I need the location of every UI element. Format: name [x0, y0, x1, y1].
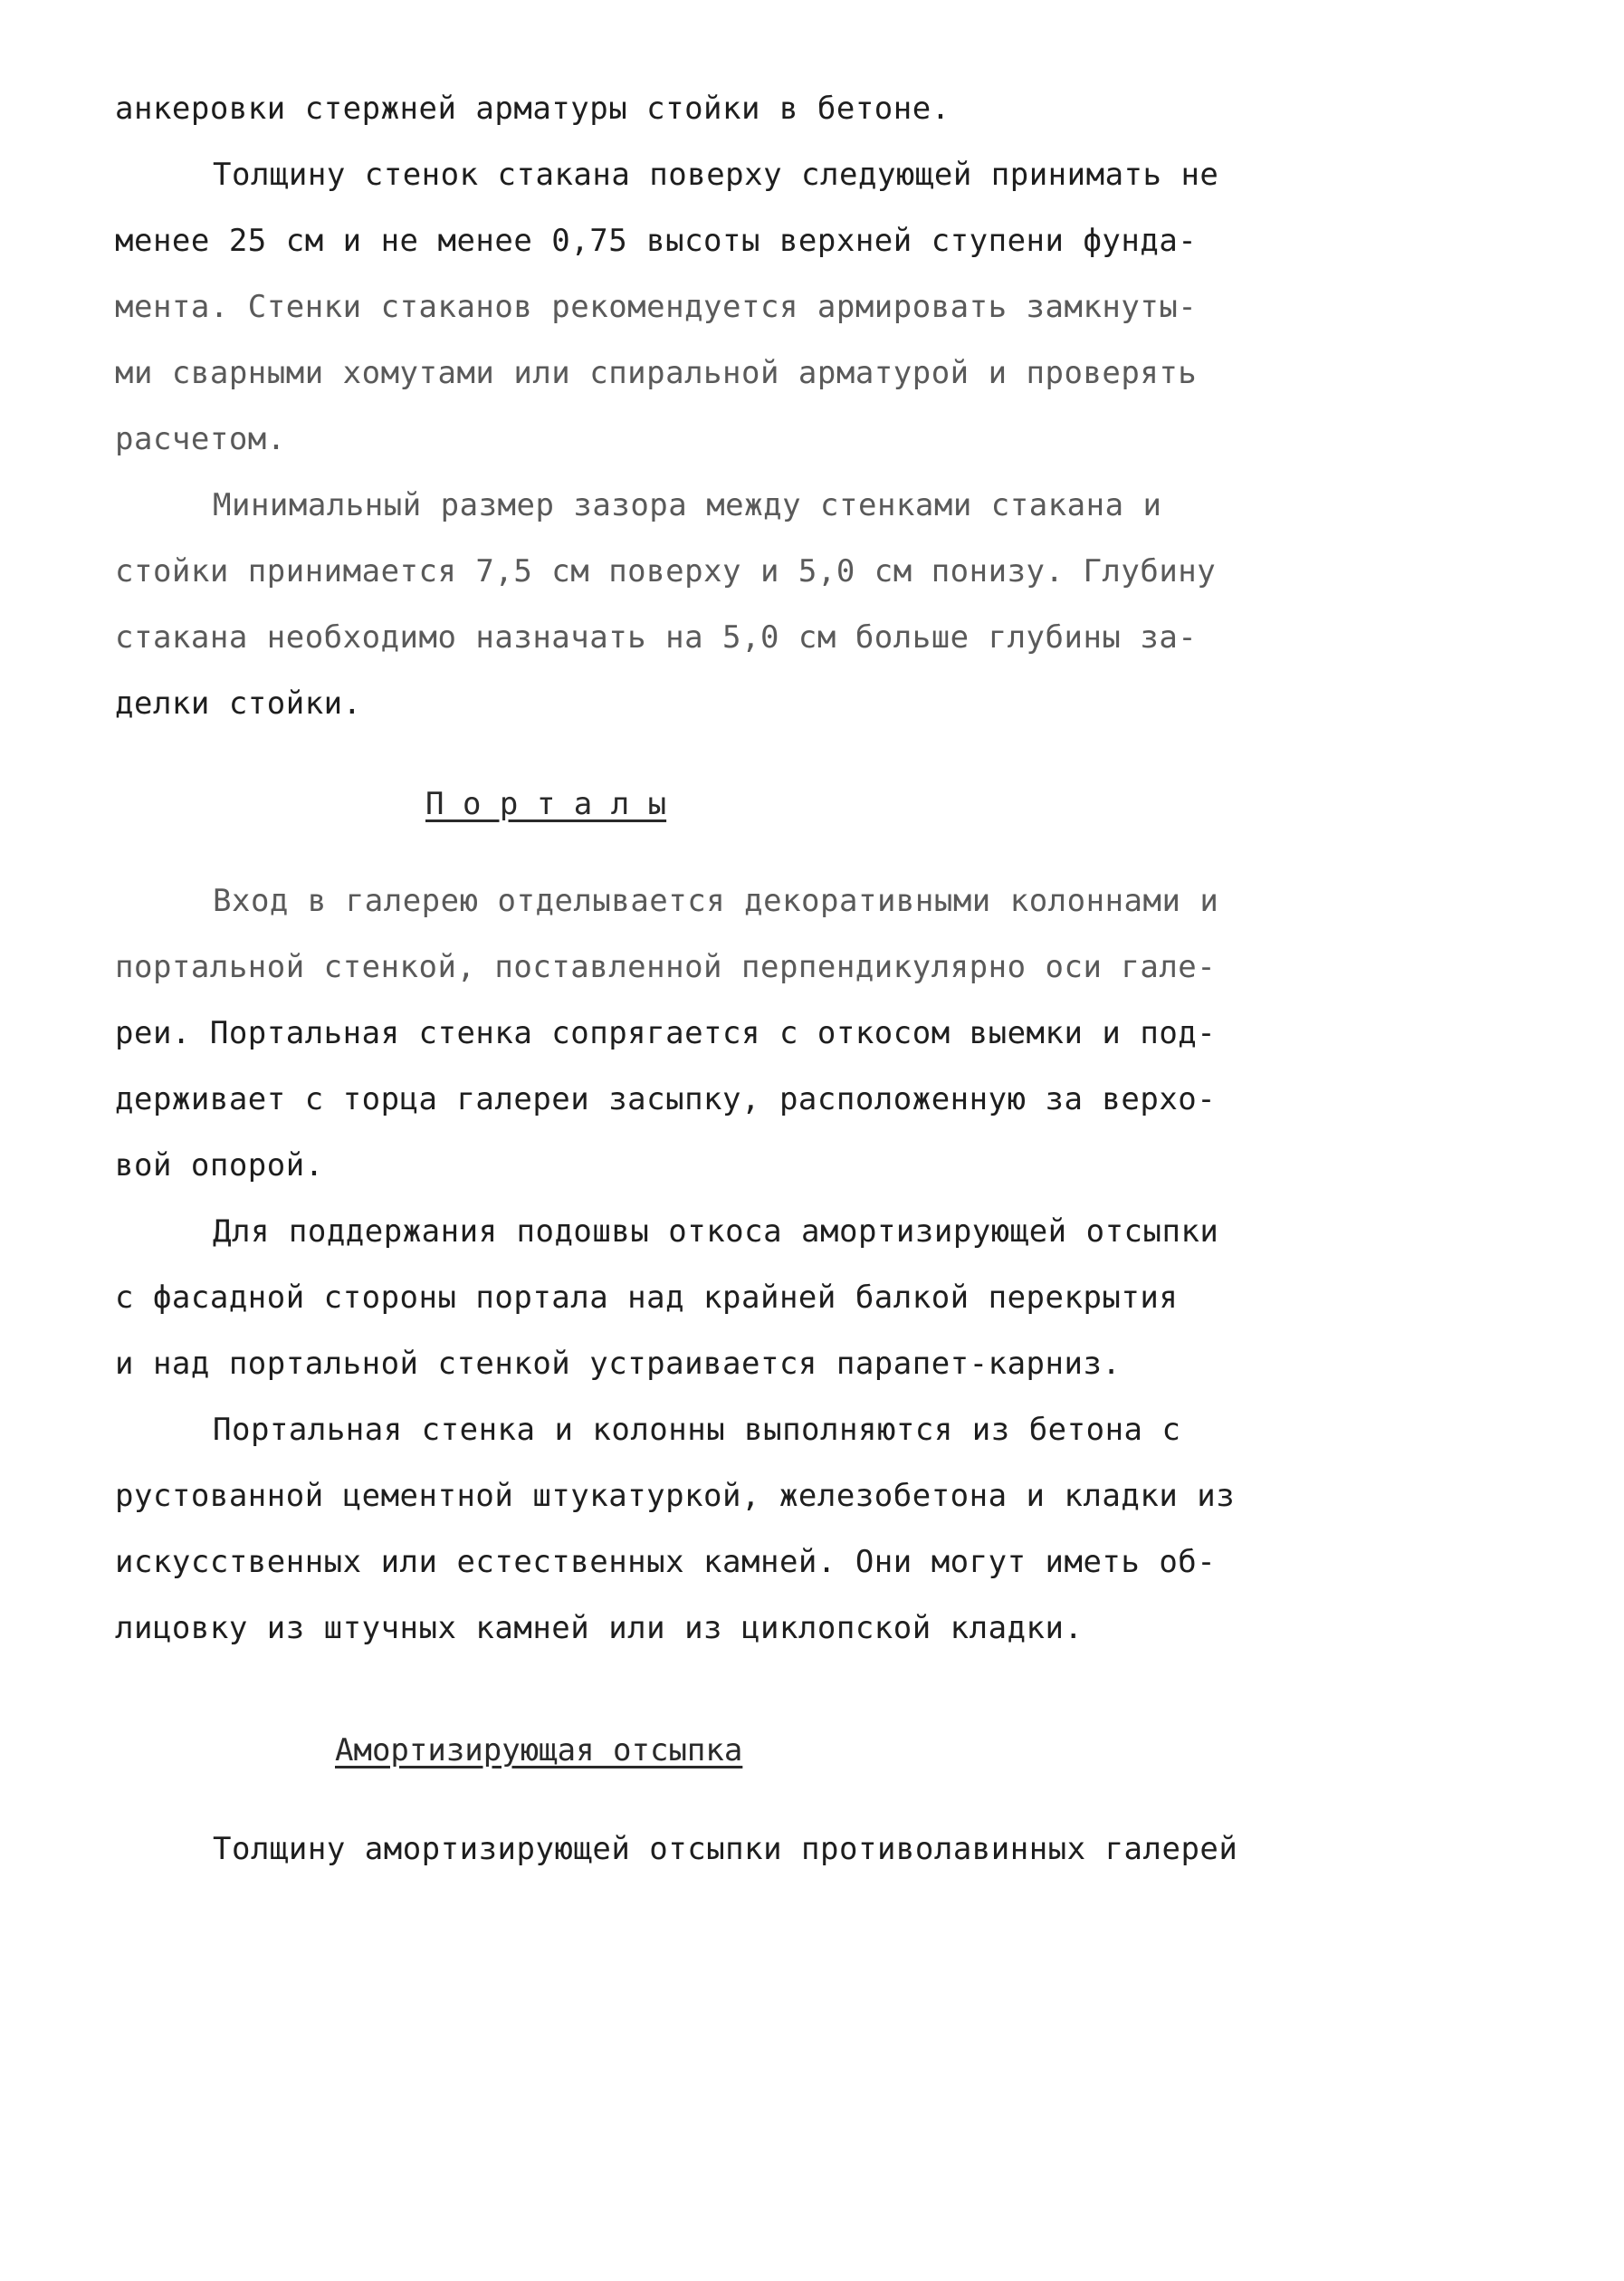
text-line: Толщину амортизирующей отсыпки противолавинных галерей	[213, 1831, 1238, 1867]
text-line: Портальная стенка и колонны выполняются из бетона с	[213, 1412, 1181, 1448]
text-line: Толщину стенок стакана поверху следующей принимать не	[213, 157, 1219, 193]
text-line: делки стойки.	[115, 685, 362, 722]
text-line: вой опорой.	[115, 1147, 324, 1184]
text-line: держивает с торца галереи засыпку, расположенную за верхо-	[115, 1081, 1217, 1117]
text-line: стакана необходимо назначать на 5,0 см больше глубины за-	[115, 619, 1198, 656]
text-line: мента. Стенки стаканов рекомендуется армировать замкнуты-	[115, 289, 1198, 325]
text-line: стойки принимается 7,5 см поверху и 5,0 см понизу. Глубину	[115, 553, 1217, 589]
text-line: лицовку из штучных камней или из циклопской кладки.	[115, 1610, 1084, 1646]
text-line: искусственных или естественных камней. Они могут иметь об-	[115, 1544, 1217, 1580]
text-line: Для поддержания подошвы откоса амортизирующей отсыпки	[213, 1213, 1219, 1250]
section-heading: П о р т а л ы	[425, 786, 667, 822]
text-line: менее 25 см и не менее 0,75 высоты верхней ступени фунда-	[115, 223, 1198, 259]
text-line: ми сварными хомутами или спиральной арматурой и проверять	[115, 355, 1198, 391]
text-line: с фасадной стороны портала над крайней балкой перекрытия	[115, 1279, 1179, 1316]
text-line: расчетом.	[115, 421, 286, 457]
text-line: реи. Портальная стенка сопрягается с откосом выемки и под-	[115, 1015, 1217, 1051]
section-heading: Амортизирующая отсыпка	[335, 1732, 743, 1768]
text-line: и над портальной стенкой устраивается парапет-карниз.	[115, 1346, 1122, 1382]
text-line: анкеровки стержней арматуры стойки в бетоне.	[115, 91, 951, 127]
text-line: Вход в галерею отделывается декоративными колоннами и	[213, 883, 1219, 919]
text-line: Минимальный размер зазора между стенками стакана и	[213, 487, 1162, 523]
text-line: рустованной цементной штукатуркой, железобетона и кладки из	[115, 1478, 1236, 1514]
text-line: портальной стенкой, поставленной перпендикулярно оси гале-	[115, 949, 1217, 985]
